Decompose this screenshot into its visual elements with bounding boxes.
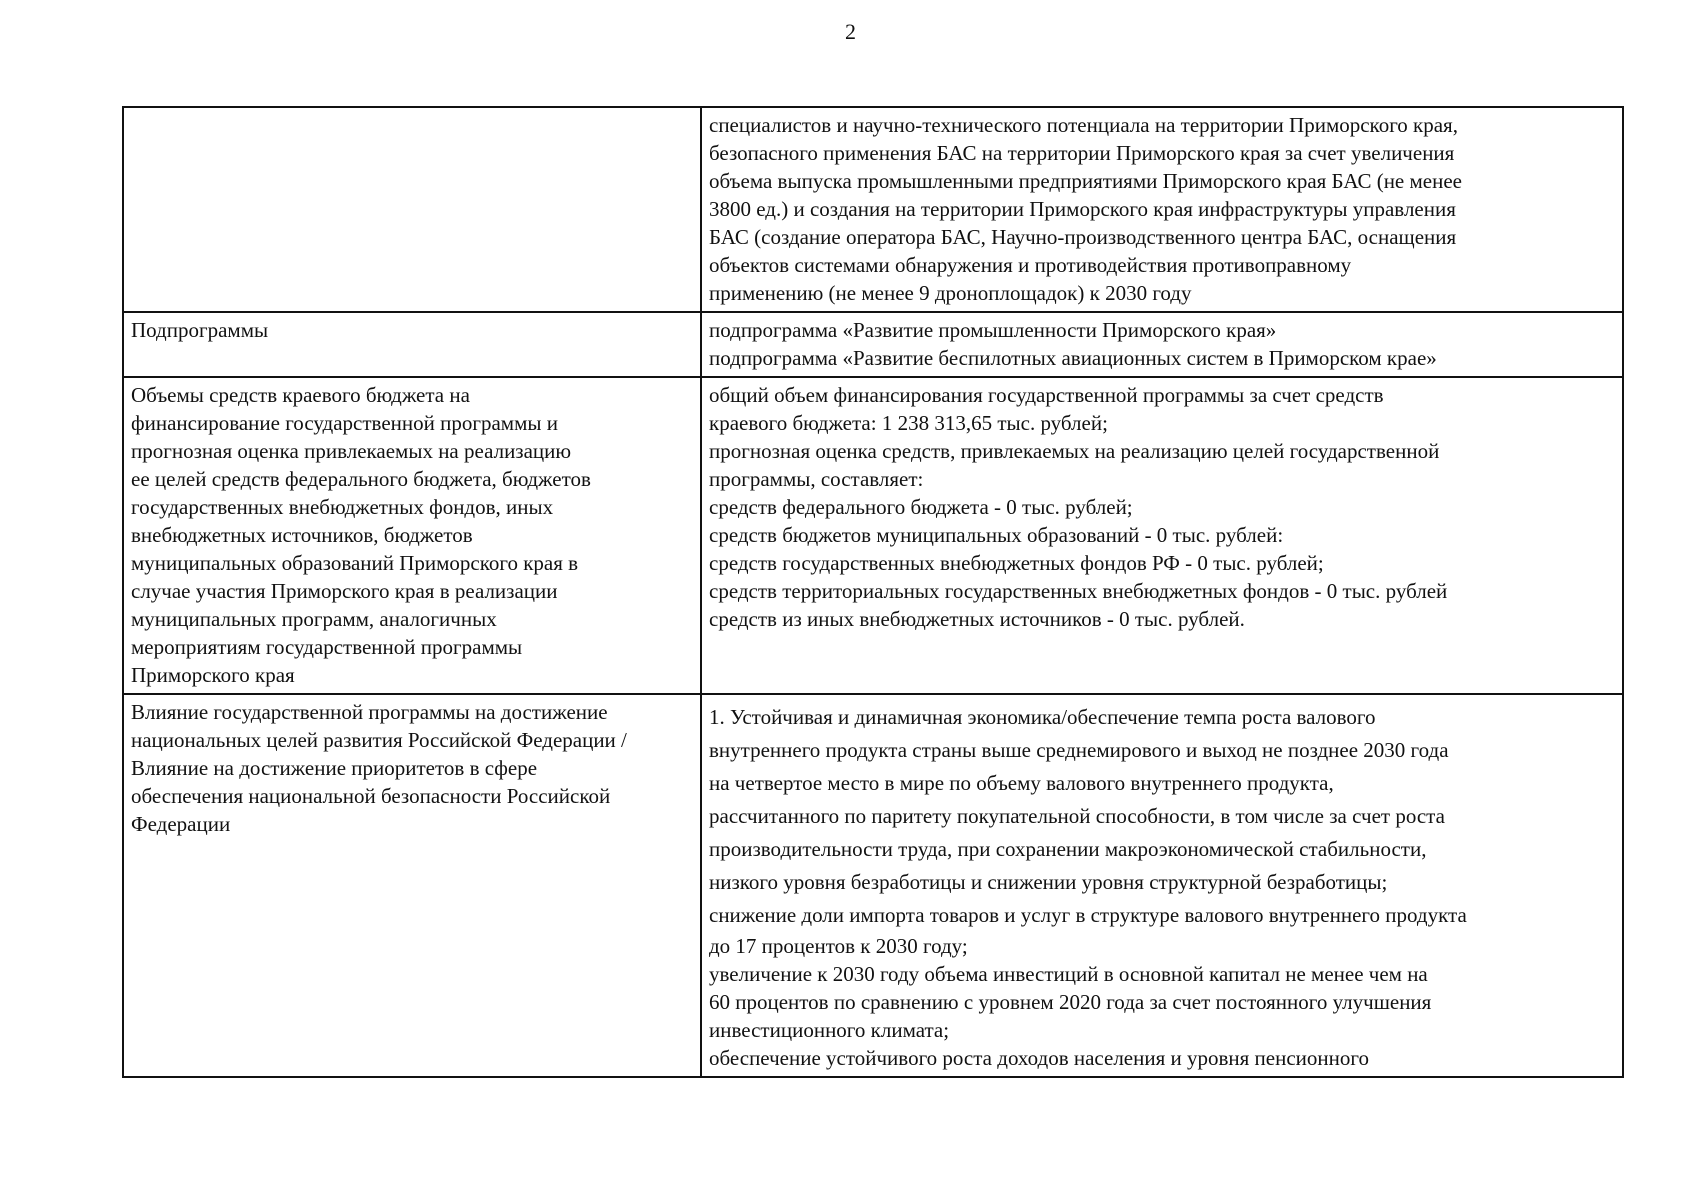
text-line: обеспечение устойчивого роста доходов населения и уровня пенсионного	[709, 1046, 1369, 1070]
text-line: объектов системами обнаружения и противодействия противоправному	[709, 253, 1352, 277]
row-value-cell	[701, 694, 1623, 1077]
row-label-cell	[123, 694, 701, 1077]
text-line: инвестиционного климата;	[709, 1018, 950, 1042]
row-label-cell	[123, 312, 701, 377]
subprograms-label	[131, 316, 693, 344]
text-line: средств из иных внебюджетных источников - 0 тыс. рублей.	[709, 607, 1245, 631]
text-line: снижение доли импорта товаров и услуг в структуре валового внутреннего продукта	[709, 903, 1467, 927]
row-label-cell	[123, 377, 701, 694]
text-line: Влияние на достижение приоритетов в сфере	[131, 756, 538, 780]
text-line: 60 процентов по сравнению с уровнем 2020 года за счет постоянного улучшения	[709, 990, 1432, 1014]
influence-label	[131, 698, 693, 838]
program-passport-table	[122, 106, 1624, 1078]
table-row-goals-continuation	[123, 107, 1623, 312]
text-line: обеспечения национальной безопасности Российской	[131, 784, 611, 808]
text-line: средств государственных внебюджетных фондов РФ - 0 тыс. рублей;	[709, 551, 1324, 575]
text-line: рассчитанного по паритету покупательной способности, в том числе за счет роста	[709, 804, 1445, 828]
text-line: государственных внебюджетных фондов, иных	[131, 495, 554, 519]
text-line: средств территориальных государственных внебюджетных фондов - 0 тыс. рублей	[709, 579, 1448, 603]
text-line: на четвертое место в мире по объему валового внутреннего продукта,	[709, 771, 1334, 795]
row-label-cell	[123, 107, 701, 312]
row-value-cell	[701, 312, 1623, 377]
text-line: мероприятиям государственной программы	[131, 635, 523, 659]
text-line: специалистов и научно-технического потенциала на территории Приморского края,	[709, 113, 1458, 137]
text-line: Влияние государственной программы на достижение	[131, 700, 608, 724]
text-line: программы, составляет:	[709, 467, 924, 491]
text-line: подпрограмма «Развитие беспилотных авиационных систем в Приморском крае»	[709, 346, 1437, 370]
text-line: увеличение к 2030 году объема инвестиций в основной капитал не менее чем на	[709, 962, 1428, 986]
text-line: до 17 процентов к 2030 году;	[709, 934, 968, 958]
text-line: применению (не менее 9 дроноплощадок) к 2030 году	[709, 281, 1192, 305]
text-line: внутреннего продукта страны выше среднемирового и выход не позднее 2030 года	[709, 738, 1449, 762]
text-line: муниципальных образований Приморского края в	[131, 551, 579, 575]
table-row-subprograms	[123, 312, 1623, 377]
budget-label	[131, 381, 693, 689]
table-row-budget	[123, 377, 1623, 694]
text-line: финансирование государственной программы и	[131, 411, 558, 435]
text-line: средств федерального бюджета - 0 тыс. рублей;	[709, 495, 1133, 519]
text-line: национальных целей развития Российской Федерации /	[131, 728, 627, 752]
text-line: объема выпуска промышленными предприятиями Приморского края БАС (не менее	[709, 169, 1462, 193]
text-line: ее целей средств федерального бюджета, бюджетов	[131, 467, 591, 491]
row-label	[131, 111, 693, 139]
text-line: муниципальных программ, аналогичных	[131, 607, 497, 631]
budget-text	[709, 381, 1615, 633]
text-line: общий объем финансирования государственной программы за счет средств	[709, 383, 1384, 407]
text-line: Объемы средств краевого бюджета на	[131, 383, 470, 407]
row-value-cell	[701, 107, 1623, 312]
row-value-cell	[701, 377, 1623, 694]
text-line: 1. Устойчивая и динамичная экономика/обеспечение темпа роста валового	[709, 705, 1376, 729]
text-line: низкого уровня безработицы и снижении уровня структурной безработицы;	[709, 870, 1388, 894]
empty-cell-filler	[131, 111, 693, 139]
text-line: случае участия Приморского края в реализации	[131, 579, 558, 603]
text-line: БАС (создание оператора БАС, Научно-производственного центра БАС, оснащения	[709, 225, 1457, 249]
text-line: производительности труда, при сохранении макроэкономической стабильности,	[709, 837, 1427, 861]
page-number: 2	[845, 19, 856, 44]
text-line: прогнозная оценка средств, привлекаемых на реализацию целей государственной	[709, 439, 1440, 463]
goals-text	[709, 111, 1615, 307]
subprograms-list	[709, 316, 1615, 372]
text-line: 3800 ед.) и создания на территории Приморского края инфраструктуры управления	[709, 197, 1456, 221]
text-line: Подпрограммы	[131, 318, 269, 342]
influence-text	[709, 701, 1615, 1072]
text-line: подпрограмма «Развитие промышленности Приморского края»	[709, 318, 1277, 342]
text-line: прогнозная оценка привлекаемых на реализацию	[131, 439, 572, 463]
text-line: краевого бюджета: 1 238 313,65 тыс. рублей;	[709, 411, 1108, 435]
text-line: внебюджетных источников, бюджетов	[131, 523, 473, 547]
text-line: средств бюджетов муниципальных образований - 0 тыс. рублей:	[709, 523, 1284, 547]
text-line: Федерации	[131, 812, 231, 836]
text-line: Приморского края	[131, 663, 295, 687]
table-row-influence	[123, 694, 1623, 1077]
text-line: безопасного применения БАС на территории Приморского края за счет увеличения	[709, 141, 1455, 165]
